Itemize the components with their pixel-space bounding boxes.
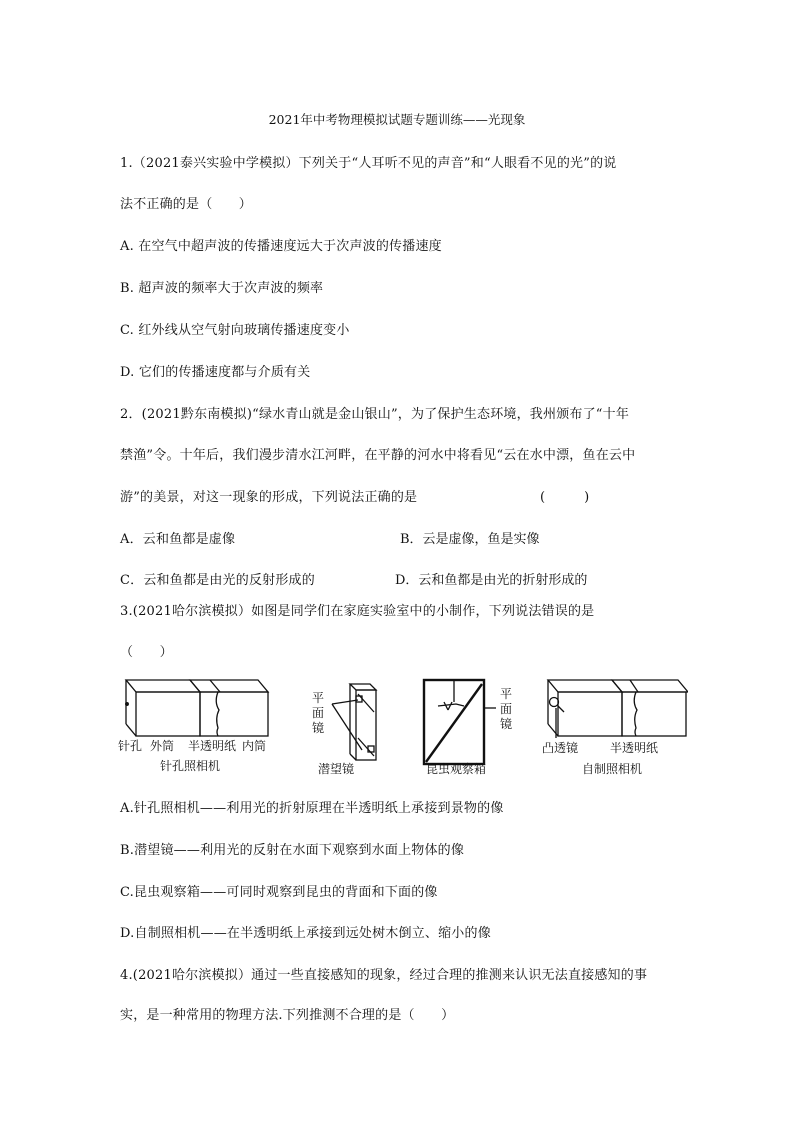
q3-stem-line1: 3.(2021哈尔滨模拟）如图是同学们在家庭实验室中的小制作，下列说法错误的是 xyxy=(120,604,595,619)
insect-box-drawing xyxy=(424,680,496,764)
periscope-drawing xyxy=(332,684,376,760)
label-insect-mirror-3: 镜 xyxy=(500,717,513,731)
label-inner-tube: 内筒 xyxy=(242,739,267,753)
label-convex-lens: 凸透镜 xyxy=(542,741,579,755)
q1-option-b: B. 超声波的频率大于次声波的频率 xyxy=(120,281,324,296)
label-periscope-mirror-3: 镜 xyxy=(312,721,325,735)
q2-option-d: D．云和鱼都是由光的折射形成的 xyxy=(395,573,588,588)
label-pinhole: 针孔 xyxy=(118,739,143,753)
q1-stem-line1: 1.（2021泰兴实验中学模拟）下列关于“人耳听不见的声音”和“人眼看不见的光”的说 xyxy=(120,156,617,171)
label-insect-mirror-2: 面 xyxy=(500,702,513,716)
q2-stem-line3: 游”的美景，对这一现象的形成，下列说法正确的是 xyxy=(120,490,418,505)
q3-figure-drawing xyxy=(118,672,688,782)
label-insect-mirror-1: 平 xyxy=(500,687,513,701)
page-title: 2021年中考物理模拟试题专题训练——光现象 xyxy=(268,112,526,127)
q3-option-d: D.自制照相机——在半透明纸上承接到远处树木倒立、缩小的像 xyxy=(120,926,491,941)
caption-pinhole-camera: 针孔照相机 xyxy=(160,759,221,773)
label-semi-paper: 半透明纸 xyxy=(188,739,237,753)
caption-homemade-camera: 自制照相机 xyxy=(582,762,643,776)
q3-figure xyxy=(118,672,688,782)
q1-stem-line2: 法不正确的是（ ） xyxy=(120,197,253,212)
label-periscope-mirror-1: 平 xyxy=(312,691,325,705)
q2-stem-line2: 禁渔”令。十年后，我们漫步清水江河畔，在平静的河水中将看见“云在水中漂，鱼在云中 xyxy=(120,448,636,463)
pinhole-camera-drawing xyxy=(126,680,268,736)
q1-option-c: C. 红外线从空气射向玻璃传播速度变小 xyxy=(120,323,350,338)
q3-option-c: C.昆虫观察箱——可同时观察到昆虫的背面和下面的像 xyxy=(120,885,438,900)
caption-periscope: 潜望镜 xyxy=(318,762,355,776)
q2-option-b: B．云是虚像，鱼是实像 xyxy=(400,532,540,547)
label-semi-paper-2: 半透明纸 xyxy=(610,741,659,755)
q3-option-a: A.针孔照相机——利用光的折射原理在半透明纸上承接到景物的像 xyxy=(120,801,504,816)
q3-option-b: B.潜望镜——利用光的反射在水面下观察到水面上物体的像 xyxy=(120,843,465,858)
q2-stem-line1: 2．(2021黔东南模拟)“绿水青山就是金山银山”，为了保护生态环境，我州颁布了“十年 xyxy=(120,407,630,422)
q1-option-d: D. 它们的传播速度都与介质有关 xyxy=(120,365,311,380)
q2-option-c: C．云和鱼都是由光的反射形成的 xyxy=(120,573,315,588)
homemade-camera-drawing xyxy=(548,680,688,738)
label-outer-tube: 外筒 xyxy=(150,739,175,753)
q4-stem-line2: 实，是一种常用的物理方法.下列推测不合理的是（ ） xyxy=(120,1008,455,1023)
q4-stem-line1: 4.(2021哈尔滨模拟）通过一些直接感知的现象，经过合理的推测来认识无法直接感知的事 xyxy=(120,968,648,983)
caption-insect-box: 昆虫观察箱 xyxy=(426,762,487,776)
q2-option-a: A．云和鱼都是虚像 xyxy=(120,532,236,547)
q2-answer-bracket: ( ) xyxy=(540,490,590,505)
q1-option-a: A. 在空气中超声波的传播速度远大于次声波的传播速度 xyxy=(120,239,442,254)
label-periscope-mirror-2: 面 xyxy=(312,706,325,720)
q3-stem-line2: （ ） xyxy=(120,645,173,660)
